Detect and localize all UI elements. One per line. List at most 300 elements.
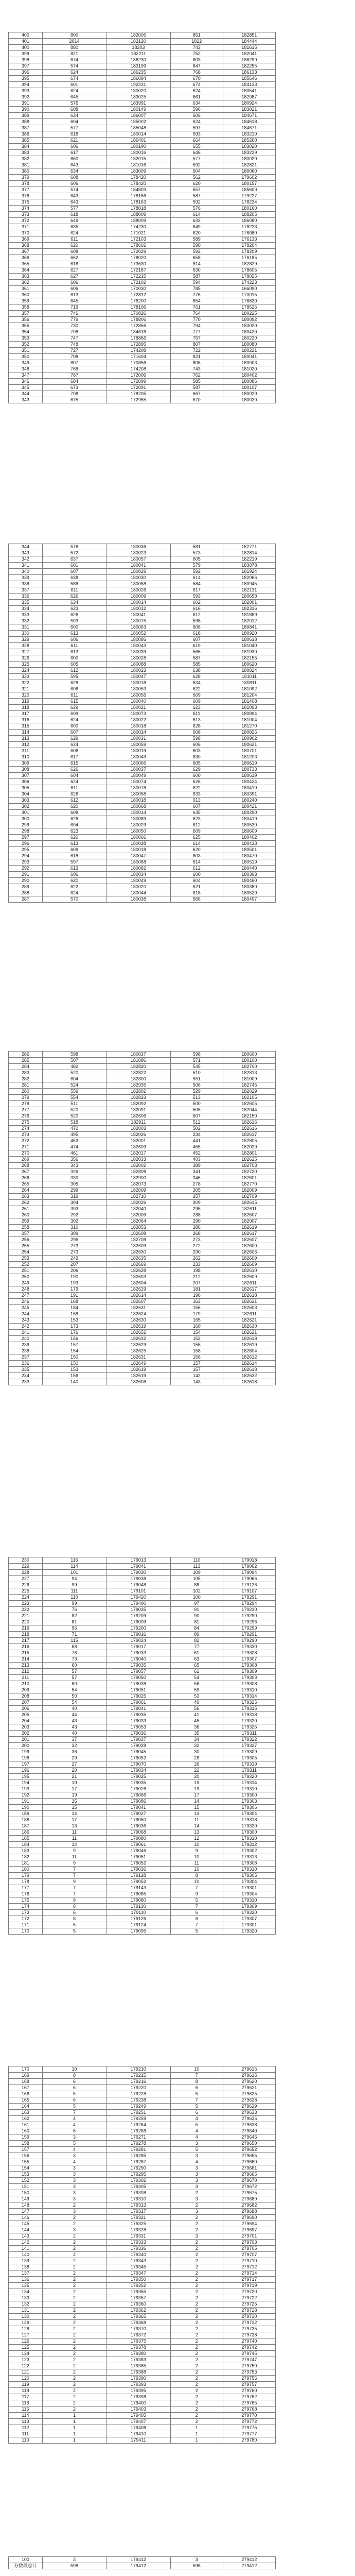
table-row xyxy=(9,2345,276,2351)
table-cell: 6 xyxy=(42,1910,106,1916)
table-cell: 2 xyxy=(42,2382,106,2388)
table-cell: 179390 xyxy=(106,2376,170,2382)
table-cell: 247 xyxy=(9,1293,43,1299)
table-cell: 5 xyxy=(42,1928,106,1935)
table-cell: 174208 xyxy=(106,348,170,354)
table-cell: 356 xyxy=(42,1157,106,1163)
table-cell: 224 xyxy=(9,1595,43,1601)
table-cell: 179061 xyxy=(106,1700,170,1706)
table-cell: 179050 xyxy=(106,1675,170,1681)
table-row xyxy=(9,2202,276,2209)
table-cell: 576 xyxy=(42,100,106,107)
table-row xyxy=(9,70,276,76)
table-row xyxy=(9,304,276,311)
table-cell: 181092 xyxy=(223,686,275,692)
table-row xyxy=(9,2270,276,2277)
table-row xyxy=(9,2437,276,2444)
table-cell: 249 xyxy=(42,1256,106,1262)
table-cell: 615 xyxy=(42,699,106,705)
table-cell: 2 xyxy=(42,2338,106,2345)
table-cell: 389 xyxy=(170,1163,223,1169)
table-cell: 179038 xyxy=(106,1576,170,1582)
table-cell: 180529 xyxy=(223,890,275,896)
table-cell: 608 xyxy=(42,249,106,255)
table-cell: 141 xyxy=(9,2246,43,2252)
table-cell: 179420 xyxy=(106,1595,170,1601)
table-cell: 179301 xyxy=(223,1922,275,1928)
table-row xyxy=(9,563,276,569)
table-cell: 179313 xyxy=(223,1854,275,1860)
table-cell: 279777 xyxy=(223,2431,275,2437)
table-cell: 178018 xyxy=(106,206,170,212)
table-cell: 779 xyxy=(42,317,106,323)
table-cell: 179052 xyxy=(106,1860,170,1867)
table-cell: 182617 xyxy=(223,1132,275,1138)
table-cell: 181004 xyxy=(223,717,275,723)
table-cell: 179308 xyxy=(106,2190,170,2196)
table-cell: 10 xyxy=(170,1879,223,1885)
table-cell: 374 xyxy=(9,206,43,212)
table-cell: 179331 xyxy=(106,2233,170,2240)
table-row xyxy=(9,853,276,859)
table-cell: 279719 xyxy=(223,2283,275,2289)
table-cell: 182628 xyxy=(106,1268,170,1274)
table-cell: 621 xyxy=(170,884,223,890)
table-cell: 317 xyxy=(9,711,43,717)
table-cell: 32 xyxy=(42,1743,106,1749)
table-cell: 183020 xyxy=(223,323,275,329)
table-cell: 2 xyxy=(170,2215,223,2221)
table-cell: 2 xyxy=(170,2400,223,2406)
table-cell: 628 xyxy=(170,723,223,730)
table-cell: 180040 xyxy=(106,699,170,705)
table-cell: 6 xyxy=(170,2110,223,2116)
table-cell: 661 xyxy=(170,94,223,100)
table-row xyxy=(9,791,276,798)
table-cell: 194 xyxy=(9,1780,43,1786)
table-cell: 20 xyxy=(170,1774,223,1780)
table-cell: 592 xyxy=(170,199,223,206)
table-cell: 179355 xyxy=(106,2289,170,2295)
table-cell: 312 xyxy=(9,742,43,748)
table-row xyxy=(9,1237,276,1243)
table-row xyxy=(9,1860,276,1867)
table-cell: 229 xyxy=(9,1564,43,1570)
table-row xyxy=(9,342,276,348)
table-cell: 96 xyxy=(42,1625,106,1632)
table-row xyxy=(9,1311,276,1317)
table-cell: 180658 xyxy=(223,594,275,600)
table-cell: 186299 xyxy=(223,57,275,63)
table-row xyxy=(9,1656,276,1663)
table-cell: 7 xyxy=(42,1867,106,1873)
table-cell: 179033 xyxy=(106,1718,170,1724)
table-cell: 633 xyxy=(170,218,223,224)
table-row xyxy=(9,175,276,181)
table-cell: 606 xyxy=(42,181,106,187)
table-cell: 180149 xyxy=(106,107,170,113)
table-row xyxy=(9,1737,276,1743)
table-cell: 179308 xyxy=(223,1663,275,1669)
table-cell: 545 xyxy=(170,1064,223,1070)
table-cell: 179400 xyxy=(106,2400,170,2406)
table-cell: 65 xyxy=(170,1663,223,1669)
table-cell: 403 xyxy=(170,1157,223,1163)
table-cell: 747 xyxy=(42,335,106,342)
table-cell: 289 xyxy=(9,884,43,890)
table-cell: 343 xyxy=(42,1163,106,1169)
table-cell: 182155 xyxy=(223,655,275,662)
table-cell: 207 xyxy=(42,1262,106,1268)
table-cell: 279725 xyxy=(223,2301,275,2308)
table-cell: 179070 xyxy=(106,1761,170,1768)
table-row xyxy=(9,2557,276,2563)
table-cell: 146 xyxy=(9,2215,43,2221)
table-cell: 178166 xyxy=(106,193,170,199)
table-cell: 604 xyxy=(42,1076,106,1082)
table-cell: 279621 xyxy=(223,2085,275,2091)
table-cell: 27 xyxy=(42,1761,106,1768)
table-cell: 1 xyxy=(42,2437,106,2444)
table-row xyxy=(9,2240,276,2246)
table-cell: 182631 xyxy=(106,1305,170,1311)
table-row xyxy=(9,1064,276,1070)
table-cell: 20 xyxy=(42,1768,106,1774)
table-cell: 179303 xyxy=(223,1675,275,1681)
table-row xyxy=(9,230,276,236)
table-cell: 181016 xyxy=(106,162,170,168)
table-cell: 180240 xyxy=(223,798,275,804)
table-cell: 180621 xyxy=(223,742,275,748)
table-cell: 199 xyxy=(9,1749,43,1755)
table-cell: 2 xyxy=(170,2320,223,2326)
table-cell: 179051 xyxy=(106,1854,170,1860)
table-cell: 140 xyxy=(9,2252,43,2258)
table-row xyxy=(9,1625,276,1632)
table-cell: 159 xyxy=(9,2134,43,2141)
table-row xyxy=(9,311,276,317)
table-cell: 329 xyxy=(9,637,43,643)
table-cell: 605 xyxy=(42,662,106,668)
table-cell: 179317 xyxy=(106,2209,170,2215)
table-cell: 182625 xyxy=(106,1348,170,1354)
table-cell: 279732 xyxy=(223,2320,275,2326)
table-cell: 6 xyxy=(170,1910,223,1916)
table-cell: 180619 xyxy=(223,773,275,779)
table-cell: 179009 xyxy=(106,1619,170,1625)
table-cell: 179320 xyxy=(223,1928,275,1935)
table-row xyxy=(9,2159,276,2165)
table-cell: 182009 xyxy=(223,1188,275,1194)
table-cell: 310 xyxy=(42,1225,106,1231)
table-row xyxy=(9,2314,276,2320)
table-row xyxy=(9,606,276,612)
table-cell: 182629 xyxy=(106,1286,170,1293)
table-cell: 212 xyxy=(9,1669,43,1675)
table-cell: 233 xyxy=(9,1379,43,1385)
table-cell: 182617 xyxy=(223,1231,275,1237)
table-cell: 182601 xyxy=(223,1175,275,1181)
table-cell: 179036 xyxy=(106,1731,170,1737)
table-cell: 272 xyxy=(9,1138,43,1144)
score-table-4 xyxy=(8,1557,276,1935)
table-cell: 156 xyxy=(42,1336,106,1342)
table-cell: 362 xyxy=(9,280,43,286)
table-cell: 360 xyxy=(9,292,43,298)
table-cell: 179037 xyxy=(106,1737,170,1743)
table-cell: 507 xyxy=(42,1058,106,1064)
table-cell: 179302 xyxy=(106,2178,170,2184)
table-cell: 126 xyxy=(9,2338,43,2345)
table-row xyxy=(9,742,276,748)
table-cell: 179313 xyxy=(106,2202,170,2209)
table-cell: 203 xyxy=(9,1724,43,1731)
table-cell: 180460 xyxy=(223,878,275,884)
table-cell: 180058 xyxy=(106,581,170,587)
table-cell: 161 xyxy=(9,2122,43,2128)
table-cell: 598 xyxy=(42,1052,106,1058)
table-cell: 164 xyxy=(9,2104,43,2110)
table-cell: 342 xyxy=(9,556,43,563)
table-cell: 15 xyxy=(42,1805,106,1811)
table-cell: 61 xyxy=(170,1650,223,1656)
table-cell: 616 xyxy=(170,606,223,612)
table-cell: 180160 xyxy=(223,206,275,212)
table-cell: 626 xyxy=(42,594,106,600)
table-cell: 180052 xyxy=(106,631,170,637)
table-cell: 279660 xyxy=(223,2159,275,2165)
table-cell: 179365 xyxy=(106,2314,170,2320)
table-cell: 160 xyxy=(170,1324,223,1330)
table-cell: 600 xyxy=(170,872,223,878)
table-cell: 110 xyxy=(170,1557,223,1564)
table-cell: 618 xyxy=(170,631,223,637)
table-cell: 607 xyxy=(42,730,106,736)
table-cell: 279738 xyxy=(223,2332,275,2338)
table-cell: 182710 xyxy=(106,1194,170,1200)
table-cell: 54 xyxy=(42,1687,106,1693)
table-cell: 382 xyxy=(9,156,43,162)
table-cell: 279745 xyxy=(223,2351,275,2357)
table-cell: 606 xyxy=(42,872,106,878)
table-cell: 2 xyxy=(170,2295,223,2301)
table-row xyxy=(9,298,276,304)
table-cell: 269 xyxy=(9,1157,43,1163)
table-cell: 252 xyxy=(9,1262,43,1268)
table-cell: 182105 xyxy=(223,1095,275,1101)
table-row xyxy=(9,181,276,187)
table-cell: 179045 xyxy=(106,1749,170,1755)
table-cell: 128 xyxy=(9,2326,43,2332)
table-cell: 626 xyxy=(42,791,106,798)
table-cell: 2 xyxy=(170,2314,223,2320)
table-cell: 566 xyxy=(170,896,223,903)
table-cell: 116 xyxy=(42,1557,106,1564)
table-cell: 279735 xyxy=(223,2326,275,2332)
table-cell: 626 xyxy=(42,767,106,773)
table-cell: 34 xyxy=(170,1737,223,1743)
table-cell: 179350 xyxy=(106,2277,170,2283)
table-cell: 279757 xyxy=(223,2382,275,2388)
table-row xyxy=(9,2326,276,2332)
table-row xyxy=(9,612,276,618)
table-cell: 2 xyxy=(42,2400,106,2406)
table-cell: 598 xyxy=(42,2563,106,2569)
table-cell: 132 xyxy=(9,2301,43,2308)
table-row xyxy=(9,1879,276,1885)
table-cell: 182609 xyxy=(106,1144,170,1150)
table-cell: 593 xyxy=(170,594,223,600)
table-row xyxy=(9,2338,276,2345)
table-cell: 609 xyxy=(42,847,106,853)
table-cell: 7 xyxy=(170,2073,223,2079)
table-cell: 179034 xyxy=(106,1768,170,1774)
table-cell: 601 xyxy=(42,82,106,88)
table-cell: 91 xyxy=(170,1607,223,1613)
table-cell: 275 xyxy=(9,1120,43,1126)
table-cell: 4 xyxy=(170,2128,223,2134)
table-cell: 172029 xyxy=(106,249,170,255)
table-cell: 587 xyxy=(170,193,223,199)
table-cell: 368 xyxy=(9,243,43,249)
table-cell: 3 xyxy=(170,2209,223,2215)
table-cell: 179322 xyxy=(223,1737,275,1743)
table-cell: 182026 xyxy=(106,1200,170,1206)
table-cell: 117 xyxy=(9,2394,43,2400)
table-cell: 389 xyxy=(9,113,43,119)
table-cell: 776 xyxy=(170,292,223,298)
table-cell: 216 xyxy=(9,1644,43,1650)
table-cell: 172103 xyxy=(106,236,170,243)
table-cell: 821 xyxy=(170,354,223,360)
table-cell: 562 xyxy=(170,175,223,181)
table-cell: 179 xyxy=(9,1873,43,1879)
table-cell: 290 xyxy=(9,878,43,884)
table-cell: 180041 xyxy=(223,354,275,360)
table-cell: 182012 xyxy=(223,618,275,624)
table-cell: 163 xyxy=(170,1299,223,1305)
table-row xyxy=(9,63,276,70)
table-row xyxy=(9,57,276,63)
table-cell: 2 xyxy=(170,2363,223,2369)
table-cell: 350 xyxy=(9,354,43,360)
table-cell: 279652 xyxy=(223,2147,275,2153)
table-cell: 311 xyxy=(9,748,43,754)
table-cell: 182604 xyxy=(223,1348,275,1354)
table-cell: 182005 xyxy=(106,32,170,39)
table-cell: 179325 xyxy=(223,1724,275,1731)
table-row xyxy=(9,2419,276,2425)
table-cell: 265 xyxy=(9,1181,43,1188)
table-cell: 348 xyxy=(9,366,43,372)
table-cell: 604 xyxy=(170,168,223,175)
table-row xyxy=(9,162,276,168)
table-cell: 179383 xyxy=(106,2357,170,2363)
table-cell: 56 xyxy=(170,1706,223,1712)
table-cell: 182635 xyxy=(106,1256,170,1262)
table-row xyxy=(9,1768,276,1774)
table-cell: 279635 xyxy=(223,2116,275,2122)
table-cell: 344 xyxy=(9,391,43,397)
table-cell: 182630 xyxy=(106,1317,170,1324)
table-cell: 179080 xyxy=(106,1836,170,1842)
table-cell: 179412 xyxy=(106,2557,170,2563)
table-cell: 322 xyxy=(9,680,43,686)
table-row xyxy=(9,1342,276,1348)
table-cell: 179046 xyxy=(106,1848,170,1854)
table-cell: 209 xyxy=(9,1687,43,1693)
table-cell: 182801 xyxy=(223,1150,275,1157)
table-cell: 179035 xyxy=(106,1712,170,1718)
table-cell: 179036 xyxy=(106,1867,170,1873)
table-cell: 2 xyxy=(42,2283,106,2289)
table-cell: 8 xyxy=(42,1916,106,1922)
table-cell: 179385 xyxy=(106,2363,170,2369)
table-cell: 634 xyxy=(42,168,106,175)
table-cell: 179210 xyxy=(106,2066,170,2073)
table-cell: 7 xyxy=(170,1904,223,1910)
table-cell: 182003 xyxy=(106,1126,170,1132)
table-row xyxy=(9,317,276,323)
table-cell: 180424 xyxy=(223,779,275,785)
table-row xyxy=(9,569,276,575)
table-cell: 193 xyxy=(9,1786,43,1792)
table-cell: 124 xyxy=(9,2351,43,2357)
table-cell: 180438 xyxy=(223,841,275,847)
table-cell: 160 xyxy=(9,2128,43,2134)
table-cell: 250 xyxy=(9,1274,43,1280)
table-cell: 189 xyxy=(9,1811,43,1817)
table-cell: 268 xyxy=(9,1163,43,1169)
table-cell: 649 xyxy=(42,218,106,224)
table-cell: 182805 xyxy=(223,1138,275,1144)
table-cell: 2 xyxy=(42,2357,106,2363)
table-cell: 13 xyxy=(170,1829,223,1836)
table-cell: 654 xyxy=(170,298,223,304)
table-cell: 643 xyxy=(42,193,106,199)
table-cell: 179314 xyxy=(223,1693,275,1700)
table-cell: 271 xyxy=(9,1144,43,1150)
table-cell: 182821 xyxy=(223,162,275,168)
table-row xyxy=(9,1132,276,1138)
table-cell: 586 xyxy=(42,581,106,587)
table-cell: 157 xyxy=(42,1342,106,1348)
table-cell: 333 xyxy=(9,612,43,618)
table-row xyxy=(9,168,276,175)
table-cell: 182802 xyxy=(106,1089,170,1095)
table-cell: 57 xyxy=(42,1669,106,1675)
table-cell: 330 xyxy=(42,1175,106,1181)
table-cell: 179318 xyxy=(223,1712,275,1718)
table-cell: 10 xyxy=(170,1867,223,1873)
table-cell: 182053 xyxy=(106,1225,170,1231)
table-row xyxy=(9,668,276,674)
table-cell: 9 xyxy=(42,1879,106,1885)
table-cell: 179065 xyxy=(106,1891,170,1897)
table-cell: 655 xyxy=(170,144,223,150)
table-cell: 182770 xyxy=(223,1181,275,1188)
table-cell: 179393 xyxy=(106,2382,170,2388)
table-cell: 73 xyxy=(42,1656,106,1663)
table-cell: 183025 xyxy=(106,94,170,100)
table-cell: 337 xyxy=(9,587,43,594)
table-cell: 180031 xyxy=(106,736,170,742)
table-cell: 309 xyxy=(170,1200,223,1206)
table-cell: 613 xyxy=(42,866,106,872)
table-cell: 205 xyxy=(9,1712,43,1718)
table-cell: 180419 xyxy=(223,785,275,791)
table-cell: 803 xyxy=(170,57,223,63)
